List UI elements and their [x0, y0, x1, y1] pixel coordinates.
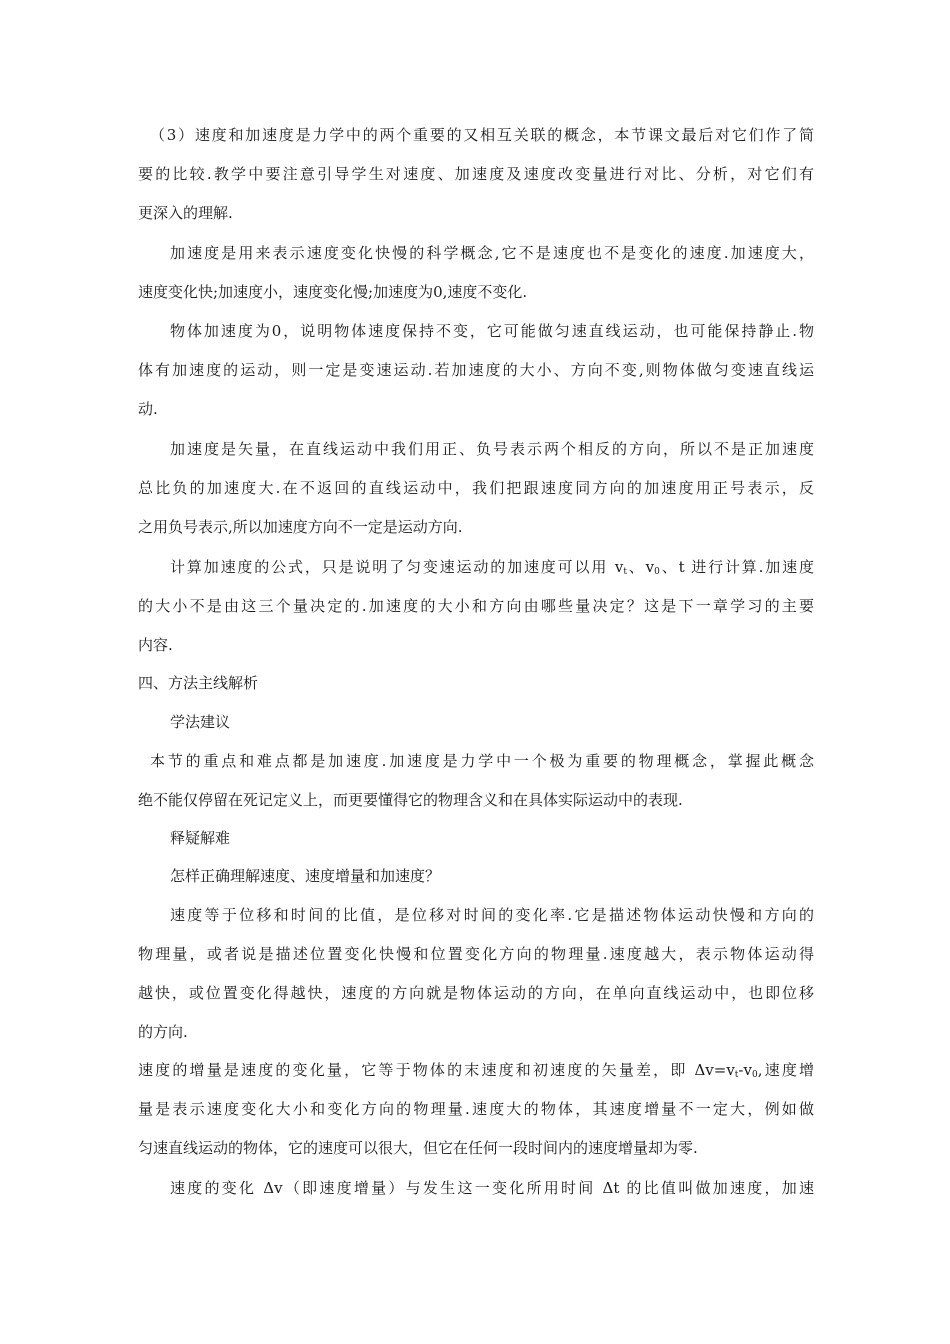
- subheading-qa: 释疑解难: [170, 829, 231, 847]
- section-heading-method: 四、方法主线解析: [138, 674, 259, 692]
- subscript-0: 0: [654, 567, 660, 577]
- paragraph-acceleration-ratio-line-1: 速度的变化 Δv（即速度增量）与发生这一变化所用时间 Δt 的比值叫做加速度，加速: [170, 1179, 814, 1197]
- paragraph-key-point-line-2: 绝不能仅停留在死记定义上，而更要懂得它的物理含义和在具体实际运动中的表现.: [138, 791, 683, 809]
- paragraph-velocity-line-2: 物理量，或者说是描述位置变化快慢和位置变化方向的物理量.速度越大，表示物体运动得: [138, 945, 814, 963]
- increment-text-b: -v: [738, 1061, 752, 1079]
- paragraph-acceleration-definition-line-1: 加速度是用来表示速度变化快慢的科学概念,它不是速度也不是变化的速度.加速度大，: [170, 244, 814, 262]
- formula-text-c: 、t 进行计算.加速度: [659, 558, 814, 576]
- increment-text-c: ,速度增: [757, 1061, 814, 1079]
- paragraph-acceleration-definition-line-2: 速度变化快;加速度小，速度变化慢;加速度为0,速度不变化.: [138, 283, 528, 301]
- paragraph-3-line-1: （3）速度和加速度是力学中的两个重要的又相互关联的概念，本节课文最后对它们作了简: [150, 126, 814, 144]
- subheading-study-tips: 学法建议: [170, 713, 231, 731]
- paragraph-increment-line-2: 量是表示速度变化大小和变化方向的物理量.速度大的物体，其速度增量不一定大，例如做: [138, 1100, 814, 1118]
- paragraph-velocity-line-4: 的方向.: [138, 1023, 188, 1041]
- paragraph-3-line-3: 更深入的理解.: [138, 204, 233, 222]
- formula-text-b: 、v: [626, 558, 655, 576]
- paragraph-zero-acceleration-line-1: 物体加速度为0，说明物体速度保持不变，它可能做匀速直线运动，也可能保持静止.物: [170, 322, 814, 340]
- paragraph-formula-line-1: [170, 557, 814, 577]
- paragraph-vector-line-2: 总比负的加速度大.在不返回的直线运动中，我们把跟速度同方向的加速度用正号表示，反: [138, 479, 814, 497]
- paragraph-zero-acceleration-line-2: 体有加速度的运动，则一定是变速运动.若加速度的大小、方向不变,则物体做匀变速直线运: [138, 361, 814, 379]
- question-heading: 怎样正确理解速度、速度增量和加速度？: [170, 867, 441, 885]
- paragraph-velocity-line-3: 越快，或位置变化得越快，速度的方向就是物体运动的方向，在单向直线运动中，也即位移: [138, 984, 814, 1002]
- paragraph-increment-line-1: [138, 1060, 814, 1080]
- increment-text-a: 速度的增量是速度的变化量，它等于物体的末速度和初速度的矢量差，即 Δv=v: [138, 1061, 735, 1079]
- paragraph-formula-line-3: 内容.: [138, 636, 173, 654]
- paragraph-vector-line-3: 之用负号表示,所以加速度方向不一定是运动方向.: [138, 518, 463, 536]
- paragraph-increment-line-3: 匀速直线运动的物体，它的速度可以很大，但它在任何一段时间内的速度增量却为零.: [138, 1139, 698, 1157]
- formula-text-a: 计算加速度的公式，只是说明了匀变速运动的加速度可以用 v: [170, 558, 624, 576]
- subscript-t: t: [734, 1070, 739, 1080]
- paragraph-formula-line-2: 的大小不是由这三个量决定的.加速度的大小和方向由哪些量决定？这是下一章学习的主要: [138, 597, 814, 615]
- paragraph-velocity-line-1: 速度等于位移和时间的比值，是位移对时间的变化率.它是描述物体运动快慢和方向的: [170, 906, 814, 924]
- subscript-t: t: [623, 567, 627, 577]
- paragraph-zero-acceleration-line-3: 动.: [138, 400, 158, 418]
- paragraph-key-point-line-1: 本节的重点和难点都是加速度.加速度是力学中一个极为重要的物理概念，掌握此概念: [150, 752, 814, 770]
- paragraph-3-line-2: 要的比较.教学中要注意引导学生对速度、加速度及速度改变量进行对比、分析，对它们有: [138, 165, 814, 183]
- paragraph-vector-line-1: 加速度是矢量，在直线运动中我们用正、负号表示两个相反的方向，所以不是正加速度: [170, 440, 814, 458]
- subscript-0: 0: [751, 1070, 758, 1080]
